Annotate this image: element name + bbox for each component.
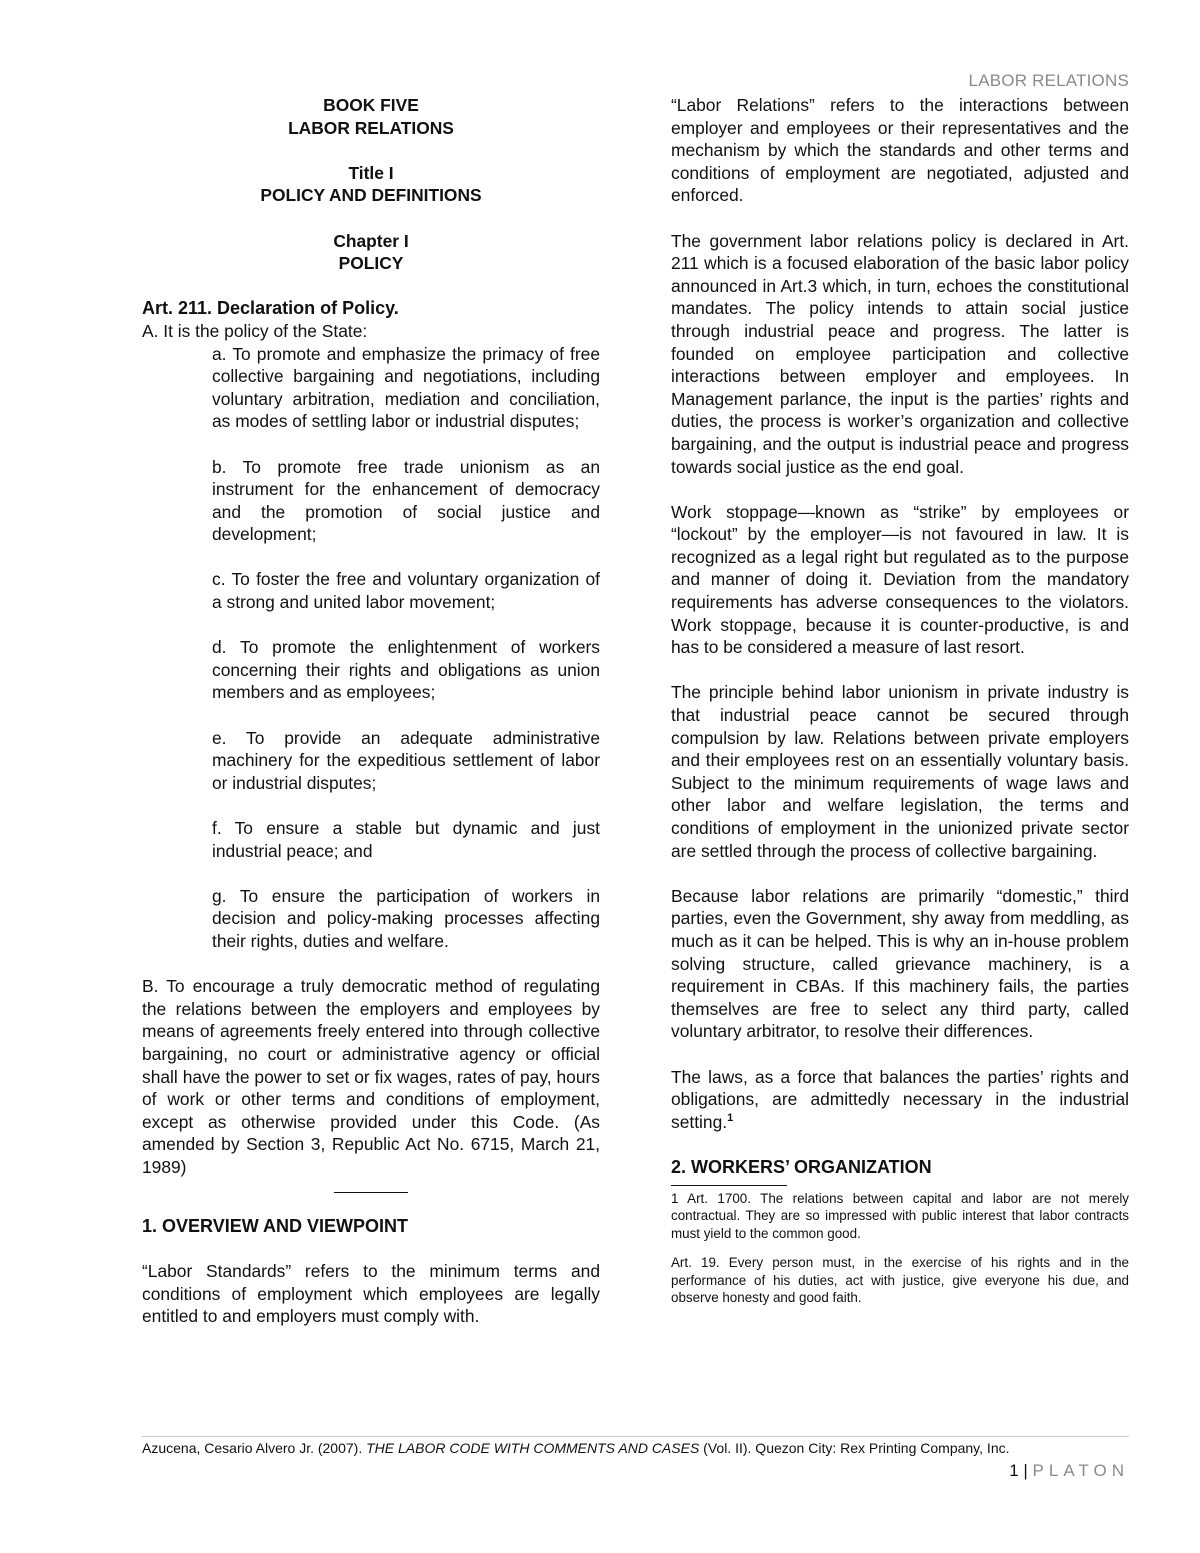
citation: [142, 1440, 1132, 1456]
section-2-heading: 2. WORKERS’ ORGANIZATION: [671, 1156, 932, 1177]
brand-name: PLATON: [1032, 1461, 1129, 1480]
running-header: LABOR RELATIONS: [968, 71, 1129, 90]
footnote-rule: [671, 1185, 787, 1186]
chapter-name: POLICY: [338, 253, 404, 274]
body-paragraph: Work stoppage—known as “strike” by employees or “lockout” by the employer—is not favoured in law. It is recognized as a legal right but regulated as to the purpose and manner of doing it. Deviation from the mandatory requirements has adverse consequences to the violators. Work stoppage, because it is counter-productive, is and has to be considered a measure of last resort.: [671, 501, 1129, 658]
policy-item: b. To promote free trade unionism as an instrument for the enhancement of democracy and the promotion of social justice and development;: [212, 456, 600, 545]
body-paragraph: Because labor relations are primarily “domestic,” third parties, even the Government, shy away from meddling, as much as it can be helped. This is why an in-house problem solving structure, called grievance machinery, is a requirement in CBAs. If this machinery fails, the parties themselves are free to select any third party, called voluntary arbitrator, to resolve their differences.: [671, 885, 1129, 1042]
footer-rule: [142, 1436, 1129, 1437]
chapter-heading: Chapter I: [333, 230, 409, 251]
book-heading: BOOK FIVE: [323, 95, 419, 115]
body-paragraph: “Labor Relations” refers to the interactions between employer and employees or their representatives and the mechanism by which the standards and other terms and conditions of employment are negotiated, adjusted and enforced.: [671, 95, 1129, 206]
section-1-heading: 1. OVERVIEW AND VIEWPOINT: [142, 1216, 409, 1237]
citation-author: Azucena, Cesario Alvero Jr. (2007).: [142, 1440, 367, 1456]
body-paragraph: The government labor relations policy is declared in Art. 211 which is a focused elaboration of the basic labor policy announced in Art.3 which, in turn, echoes the constitutional mandates. The policy intends to attain social justice through industrial peace and progress. The latter is founded on employee participation and collective interactions between employer and employees. In Management parlance, the input is the parties’ rights and duties, the process is worker’s organization and collective bargaining, and the output is industrial peace and progress towards social justice as the end goal.: [671, 230, 1129, 477]
last-paragraph-text: The laws, as a force that balances the parties’ rights and obligations, are admittedly necessary in the industrial setting.: [671, 1066, 1129, 1132]
footnote-ref[interactable]: 1: [727, 1111, 734, 1124]
book-title: LABOR RELATIONS: [288, 117, 454, 138]
policy-item: d. To promote the enlightenment of workers concerning their rights and obligations as union members and as employees;: [212, 637, 600, 703]
footnote: Art. 19. Every person must, in the exercise of his rights and in the performance of his duties, act with justice, give everyone his due, and observe honesty and good faith.: [671, 1255, 1129, 1306]
article-title: Art. 211. Declaration of Policy.: [142, 298, 399, 319]
section-1-text: “Labor Standards” refers to the minimum terms and conditions of employment which employees are legally entitled to and employers must comply with.: [142, 1261, 600, 1327]
paragraph-b: B. To encourage a truly democratic method of regulating the relations between the employers and employees by means of agreements freely entered into through collective bargaining, no court or administrative agency or official shall have the power to set or fix wages, rates of pay, hours of work or other terms and conditions of employment, except as otherwise provided under this Code. (As amended by Section 3, Republic Act No. 6715, March 21, 1989): [142, 976, 600, 1177]
title-heading: Title I: [348, 162, 394, 183]
title-name: POLICY AND DEFINITIONS: [260, 185, 482, 206]
policy-item: f. To ensure a stable but dynamic and just industrial peace; and: [212, 818, 600, 861]
page-separator: |: [1018, 1461, 1033, 1480]
right-column: [671, 94, 1129, 1307]
page-number-value: 1: [1009, 1461, 1019, 1480]
footnote: 1 Art. 1700. The relations between capital and labor are not merely contractual. They are so impressed with public interest that labor contracts must yield to the common good.: [671, 1190, 1129, 1241]
policy-item: a. To promote and emphasize the primacy of free collective bargaining and negotiations, including voluntary arbitration, mediation and conciliation, as modes of settling labor or industrial disputes;: [212, 343, 600, 432]
policy-item: g. To ensure the participation of workers in decision and policy-making processes affecting their rights, duties and welfare.: [212, 885, 600, 951]
left-column: [142, 94, 600, 1328]
page-number: [1009, 1461, 1129, 1481]
body-paragraph: The principle behind labor unionism in private industry is that industrial peace cannot be secured through compulsion by law. Relations between private employers and their employees rest on an essentially voluntary basis. Subject to the minimum requirements of wage laws and other labor and welfare legislation, the terms and conditions of employment in the unionized private sector are settled through the process of collective bargaining.: [671, 682, 1129, 861]
citation-rest: (Vol. II). Quezon City: Rex Printing Company, Inc.: [699, 1440, 1010, 1456]
citation-title: THE LABOR CODE WITH COMMENTS AND CASES: [366, 1440, 700, 1456]
policy-item: c. To foster the free and voluntary organization of a strong and united labor movement;: [212, 569, 600, 613]
policy-intro: A. It is the policy of the State:: [142, 320, 368, 341]
body-paragraph-last: [671, 1066, 1129, 1134]
policy-item: e. To provide an adequate administrative machinery for the expeditious settlement of labor or industrial disputes;: [212, 727, 600, 793]
